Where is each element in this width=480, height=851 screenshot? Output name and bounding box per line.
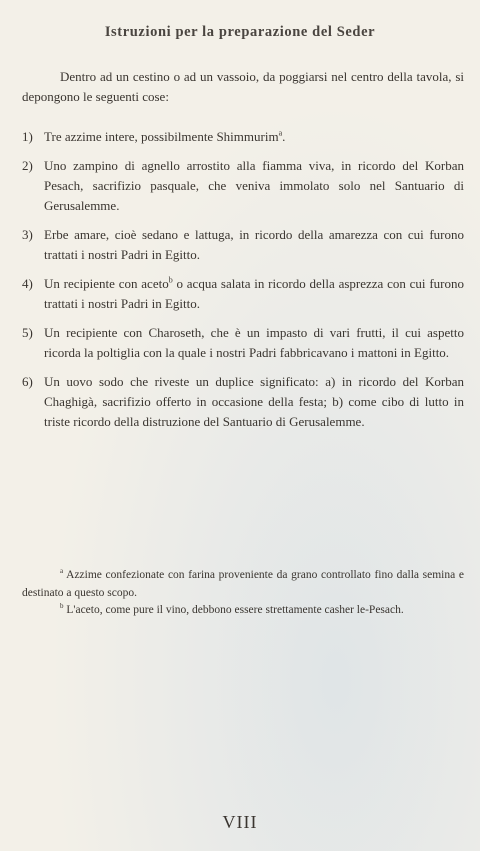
list-item (22, 323, 464, 363)
item-number: 3) (22, 227, 33, 242)
item-text: Un uovo sodo che riveste un duplice significato: a) in ricordo del Korban Chaghigà, sacrifizio offerto in occasione della festa; b) come cibo di lutto in triste ricordo della distruzione del Santuario di Gerusalemme. (44, 374, 464, 429)
instruction-list (22, 127, 464, 441)
item-text: Un recipiente con aceto (44, 276, 169, 291)
footnote-mark: b (168, 275, 173, 285)
list-item (22, 156, 464, 216)
footnote-mark: a (60, 567, 64, 576)
footnote-text: Azzime confezionate con farina proveniente da grano controllato fino dalla semina e destinato a questo scopo. (22, 569, 464, 599)
footnote (22, 602, 464, 620)
footnotes (22, 567, 464, 620)
footnote (22, 567, 464, 602)
item-text-after: . (282, 129, 286, 144)
item-number: 2) (22, 158, 33, 173)
item-text: Tre azzime intere, possibilmente Shimmurim (44, 129, 279, 144)
item-text: Erbe amare, cioè sedano e lattuga, in ricordo della amarezza con cui furono trattati i nostri Padri in Egitto. (44, 227, 464, 262)
item-text-after: o acqua salata in ricordo della asprezza con cui furono trattati i nostri Padri in Egitto. (44, 276, 464, 311)
item-text: Uno zampino di agnello arrostito alla fiamma viva, in ricordo del Korban Pesach, sacrifizio pasquale, che veniva immolato solo nel Santuario di Gerusalemme. (44, 158, 464, 213)
item-number: 6) (22, 374, 33, 389)
list-item (22, 225, 464, 265)
list-item (22, 127, 464, 147)
footnote-mark: b (60, 602, 64, 611)
list-item (22, 372, 464, 432)
page-title: Istruzioni per la preparazione del Seder (104, 24, 376, 40)
intro-paragraph: Dentro ad un cestino o ad un vassoio, da poggiarsi nel centro della tavola, si depongono le seguenti cose: (22, 69, 464, 104)
item-text: Un recipiente con Charoseth, che è un impasto di vari frutti, il cui aspetto ricorda la poltiglia con la quale i nostri Padri fabbricavano i mattoni in Egitto. (44, 325, 464, 360)
item-number: 4) (22, 276, 33, 291)
page-number: VIII (222, 812, 258, 832)
footnote-mark: a (278, 128, 283, 138)
item-number: 5) (22, 325, 33, 340)
item-number: 1) (22, 129, 33, 144)
list-item (22, 274, 464, 314)
footnote-text: L'aceto, come pure il vino, debbono essere strettamente casher le-Pesach. (63, 604, 404, 616)
